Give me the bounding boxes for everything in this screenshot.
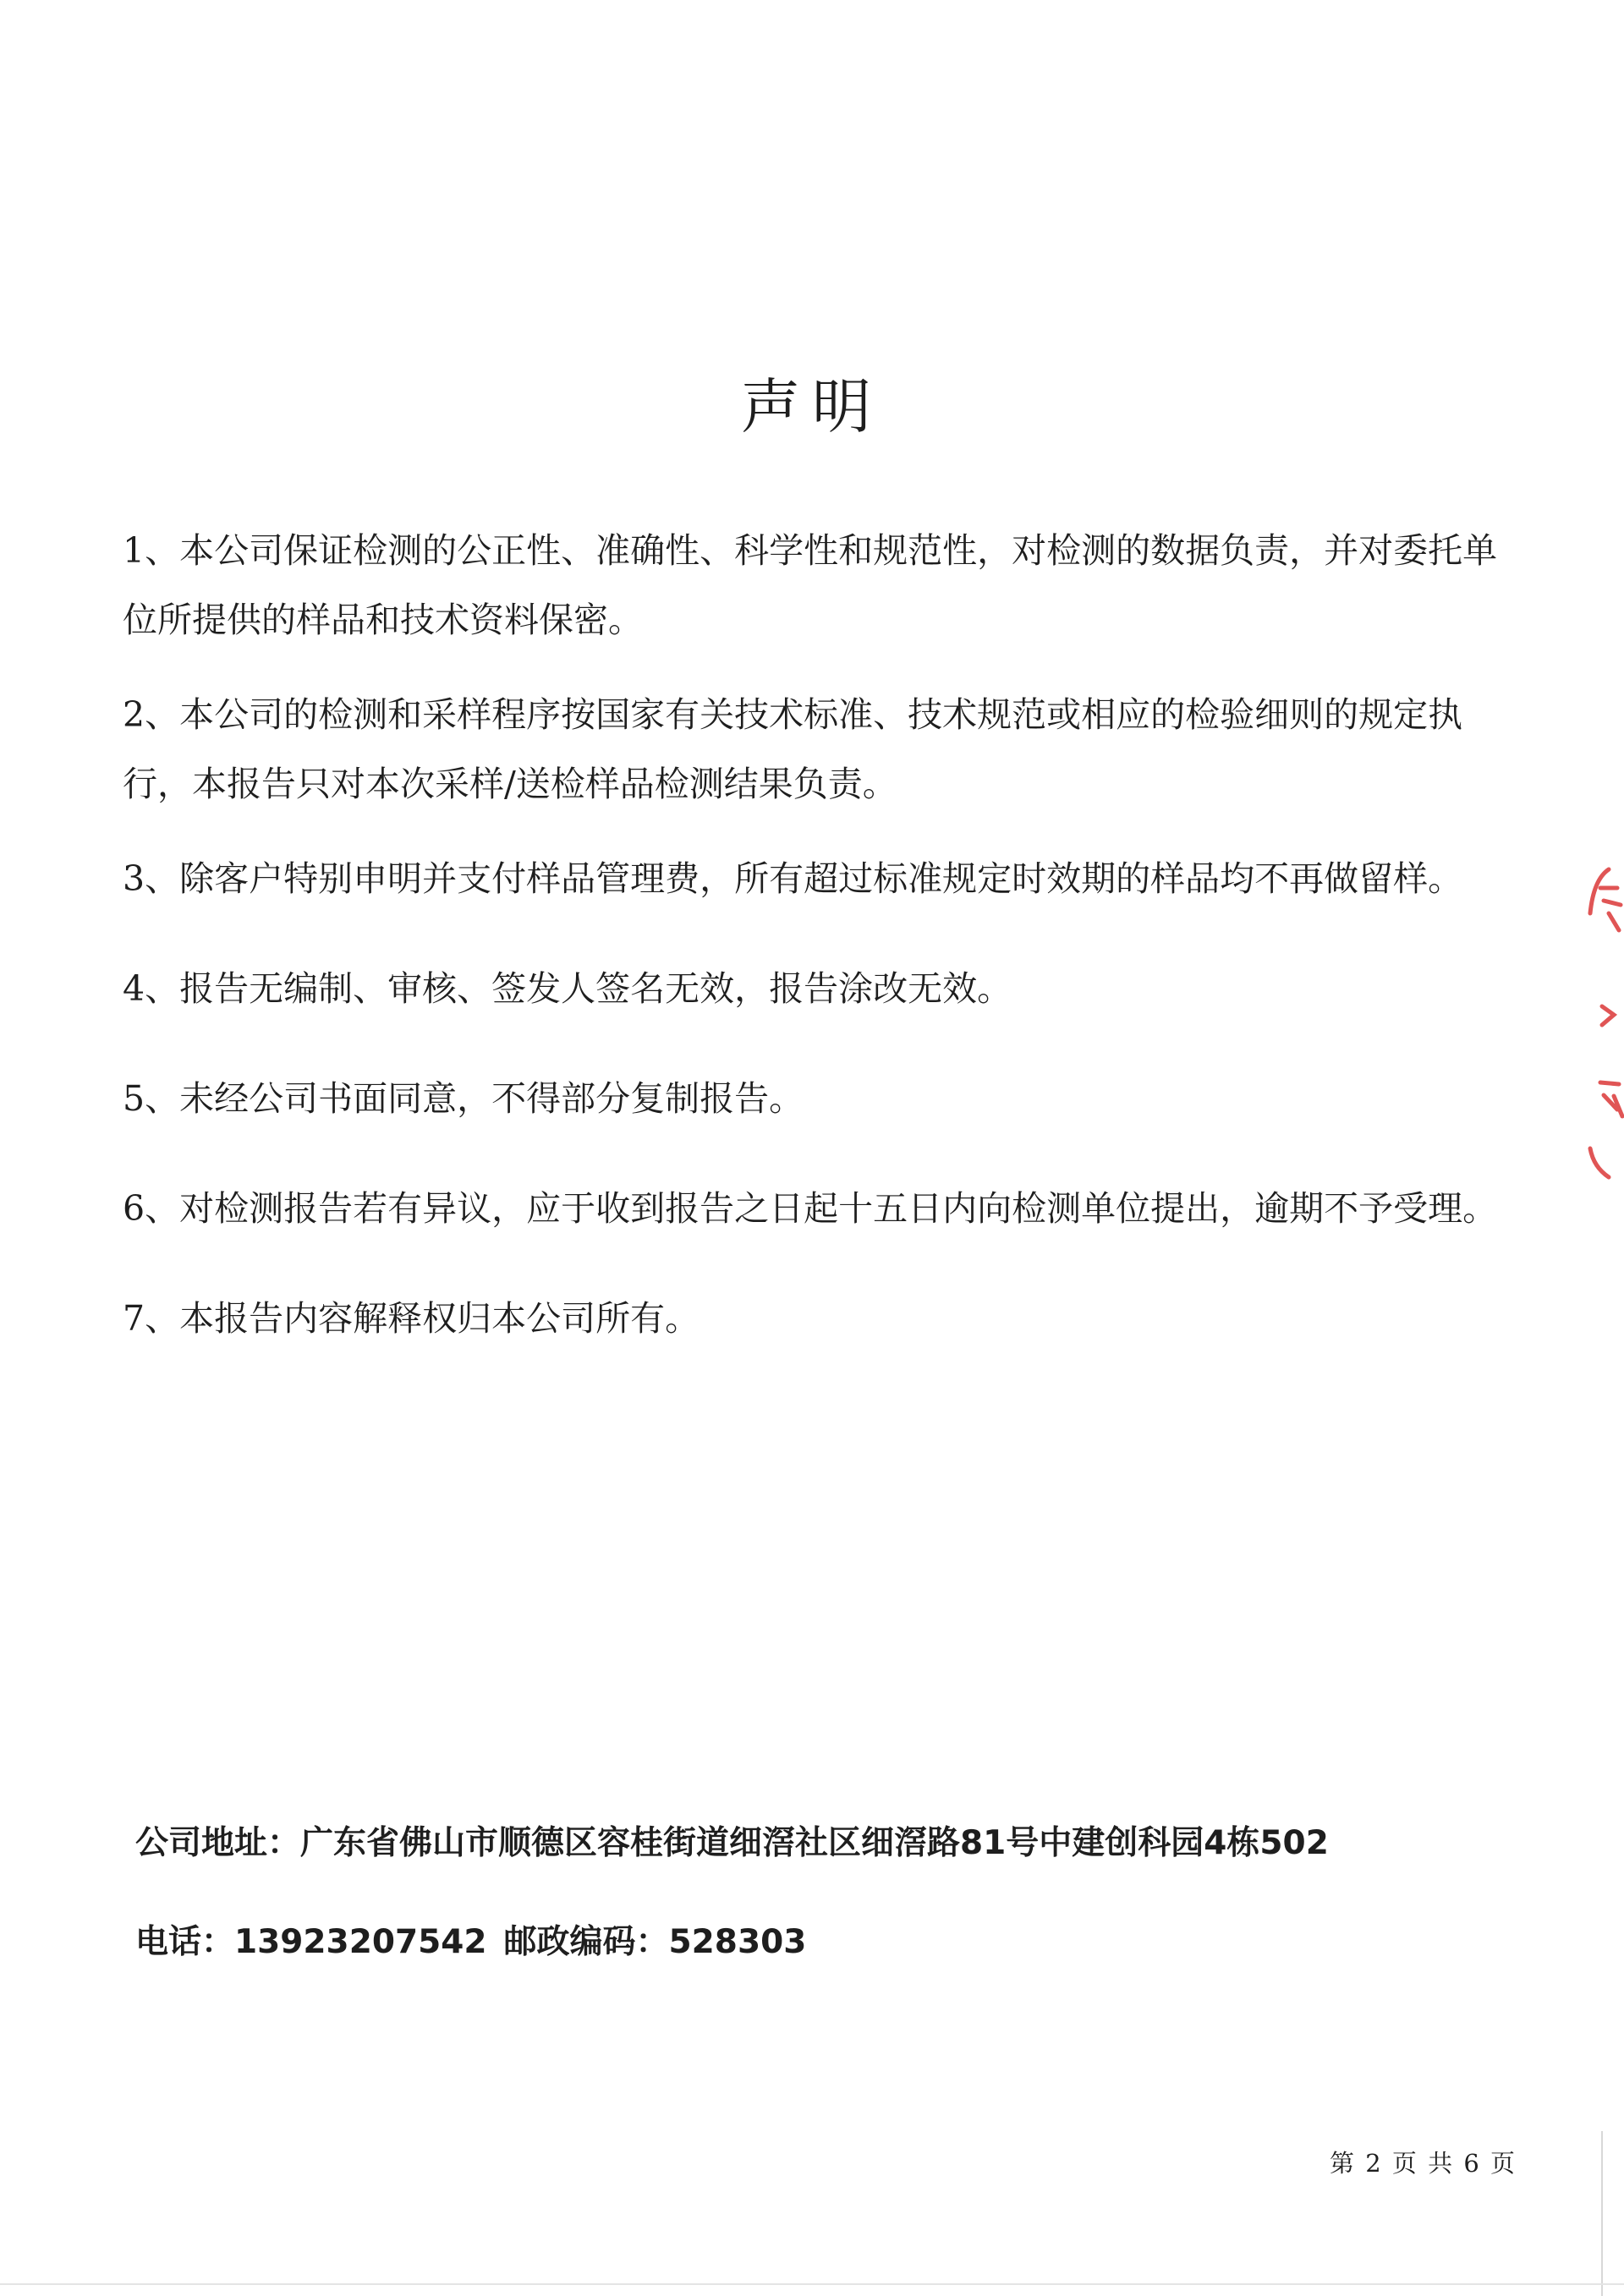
scan-bottom-line	[0, 2283, 1624, 2285]
address-value: 广东省佛山市顺德区容桂街道细滘社区细滘路81号中建创科园4栋502	[300, 1824, 1329, 1862]
seal-stamp-icon	[1575, 863, 1624, 1184]
postal-value: 528303	[668, 1923, 807, 1961]
postal-label: 邮政编码：	[503, 1923, 669, 1961]
statement-item: 3、除客户特别申明并支付样品管理费，所有超过标准规定时效期的样品均不再做留样。	[123, 858, 1463, 899]
statement-item: 7、本报告内容解释权归本公司所有。	[123, 1298, 700, 1339]
address-label: 公司地址：	[135, 1824, 301, 1862]
stamp-arc-top	[1590, 869, 1609, 913]
statement-item: 5、未经公司书面同意，不得部分复制报告。	[123, 1078, 804, 1119]
stamp-mark-3	[1600, 1082, 1622, 1116]
statement-item: 6、对检测报告若有异议，应于收到报告之日起十五日内向检测单位提出，逾期不予受理。	[123, 1188, 1498, 1229]
company-phone-postal	[135, 1915, 1489, 1963]
statement-list	[123, 516, 1527, 1378]
phone-value: 13923207542	[234, 1923, 487, 1961]
page-number: 第 2 页 共 6 页	[1330, 2149, 1517, 2178]
stamp-arc-bottom	[1590, 1148, 1609, 1177]
statement-item: 2、本公司的检测和采样程序按国家有关技术标准、技术规范或相应的检验细则的规定执行，本报告只对本次采样/送检样品检测结果负责。	[123, 694, 1463, 804]
stamp-mark-1	[1600, 888, 1621, 930]
stamp-mark-2	[1602, 1006, 1614, 1025]
phone-label: 电话：	[135, 1923, 235, 1961]
company-address	[135, 1817, 1489, 1864]
statement-item: 4、报告无编制、审核、签发人签名无效，报告涂改无效。	[123, 968, 1012, 1009]
scan-edge-line	[1601, 2131, 1603, 2296]
page-title: 声明	[741, 372, 883, 441]
statement-item: 1、本公司保证检测的公正性、准确性、科学性和规范性，对检测的数据负责，并对委托单位所提供的样品和技术资料保密。	[123, 530, 1498, 640]
